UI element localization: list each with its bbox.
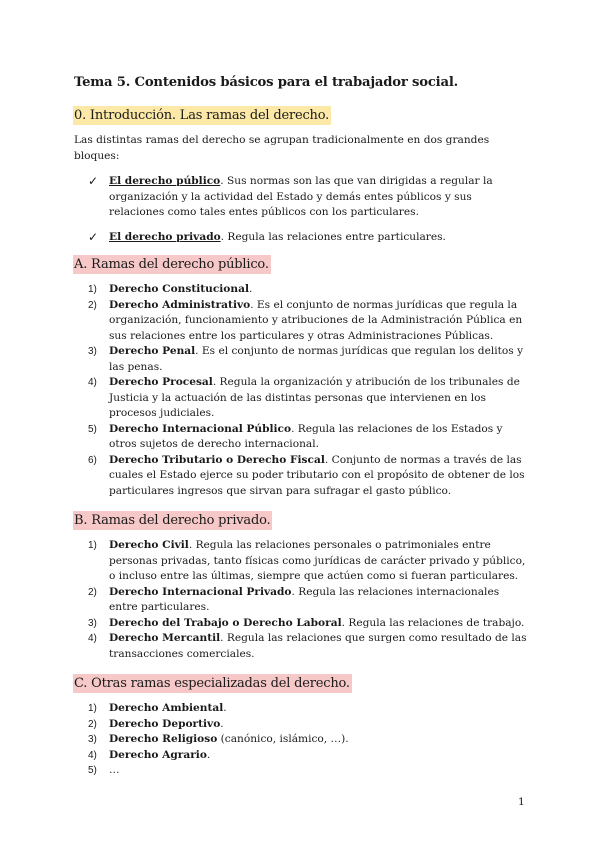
list-item-term: Derecho Deportivo bbox=[109, 717, 221, 730]
list-item bbox=[74, 375, 528, 422]
list-item-term: Derecho Internacional Público bbox=[109, 422, 292, 435]
list-item-text: . Regula las relaciones de trabajo. bbox=[341, 616, 525, 629]
list-number: 4) bbox=[88, 749, 97, 761]
page-content bbox=[74, 74, 528, 791]
checkmark-icon: ✓ bbox=[88, 229, 99, 244]
numbered-list-otras-ramas bbox=[74, 701, 528, 779]
section-heading-derecho-publico: A. Ramas del derecho público. bbox=[74, 257, 269, 272]
list-item bbox=[74, 538, 528, 585]
list-item bbox=[74, 763, 528, 779]
list-number: 5) bbox=[88, 423, 97, 435]
list-item bbox=[74, 282, 528, 298]
list-item bbox=[74, 174, 528, 221]
list-item-term: Derecho Mercantil bbox=[109, 632, 221, 644]
list-item-text: . Regula las relaciones de los Estados y otros sujetos de derecho internacional. bbox=[109, 422, 503, 450]
list-item-text: . bbox=[206, 748, 211, 761]
list-item-term: Derecho Religioso bbox=[109, 733, 218, 745]
list-number: 3) bbox=[88, 617, 97, 629]
list-number: 2) bbox=[88, 299, 97, 311]
section-heading-derecho-privado: B. Ramas del derecho privado. bbox=[74, 513, 271, 528]
list-item bbox=[74, 748, 528, 764]
list-item bbox=[74, 717, 528, 733]
document-title: Tema 5. Contenidos básicos para el trabajador social. bbox=[74, 75, 459, 90]
list-item bbox=[74, 344, 528, 375]
list-item-text: (canónico, islámico, …). bbox=[217, 733, 349, 745]
checkmark-list bbox=[74, 174, 528, 245]
list-item-text: . Sus normas son las que van dirigidas a regular la organización y la actividad del Estado y demás entes públicos y sus relaciones como tales entes públicos con los particulares. bbox=[109, 175, 493, 218]
list-item bbox=[74, 732, 528, 748]
list-item-term: Derecho Agrario bbox=[109, 748, 207, 761]
list-number: 3) bbox=[88, 346, 97, 357]
list-item-text: . bbox=[223, 702, 227, 714]
list-number: 1) bbox=[88, 703, 97, 714]
list-item bbox=[74, 631, 528, 662]
list-number: 4) bbox=[88, 633, 97, 644]
list-number: 6) bbox=[88, 454, 97, 466]
list-item-term: Derecho Penal bbox=[109, 345, 196, 357]
list-number: 2) bbox=[88, 586, 97, 598]
numbered-list-derecho-privado bbox=[74, 538, 528, 662]
section-heading-introduccion: 0. Introducción. Las ramas del derecho. bbox=[74, 108, 330, 123]
list-item-term: El derecho público bbox=[109, 175, 221, 187]
list-item-term: El derecho privado bbox=[109, 230, 221, 243]
list-item-text: . bbox=[248, 283, 253, 295]
list-item-text: . Regula las relaciones que surgen como resultado de las transacciones comerciales. bbox=[109, 632, 527, 660]
list-item-term: Derecho Tributario o Derecho Fiscal bbox=[109, 453, 325, 466]
list-item-text: . Regula las relaciones internacionales entre particulares. bbox=[109, 585, 500, 613]
list-number: 1) bbox=[88, 284, 97, 295]
list-item-term: Derecho Procesal bbox=[109, 376, 213, 388]
list-item-term: Derecho Constitucional bbox=[109, 283, 249, 295]
list-item bbox=[74, 616, 528, 632]
list-number: 5) bbox=[88, 765, 97, 776]
list-number: 1) bbox=[88, 540, 97, 551]
list-item-text: . bbox=[220, 717, 224, 730]
list-item bbox=[74, 298, 528, 345]
section-heading-otras-ramas: C. Otras ramas especializadas del derecho. bbox=[74, 676, 350, 691]
list-item-term: Derecho Civil bbox=[109, 539, 189, 551]
list-item-text: . Es el conjunto de normas jurídicas que regulan los delitos y las penas. bbox=[109, 345, 524, 373]
list-item-text: . Conjunto de normas a través de las cuales el Estado ejerce su poder tributario con el propósito de obtener de los particulares ingresos que sirvan para sufragar el gasto público. bbox=[109, 453, 525, 497]
list-item-text: . Regula la organización y atribución de los tribunales de Justicia y la actuación de las distintas personas que intervienen en los procesos judiciales. bbox=[109, 376, 520, 419]
checkmark-icon: ✓ bbox=[88, 174, 99, 188]
list-number: 4) bbox=[88, 377, 97, 388]
list-item-term: Derecho del Trabajo o Derecho Laboral bbox=[109, 616, 342, 629]
list-item-term: Derecho Ambiental bbox=[109, 702, 224, 714]
list-item-text: . Es el conjunto de normas jurídicas que regula la organización, funcionamiento y atribuciones de la Administración Pública en sus relaciones entre los particulares y otras Administraciones Públicas. bbox=[109, 298, 523, 342]
list-item-term: Derecho Administrativo bbox=[109, 298, 251, 311]
list-number: 3) bbox=[88, 734, 97, 745]
list-item bbox=[74, 453, 528, 500]
list-item-term: Derecho Internacional Privado bbox=[109, 585, 292, 598]
list-item bbox=[74, 701, 528, 717]
numbered-list-derecho-publico bbox=[74, 282, 528, 499]
list-item-text: . Regula las relaciones entre particulares. bbox=[220, 230, 446, 243]
list-number: 2) bbox=[88, 718, 97, 730]
intro-paragraph: Las distintas ramas del derecho se agrupan tradicionalmente en dos grandes bloques: bbox=[74, 134, 490, 162]
list-item-text: . Regula las relaciones personales o patrimoniales entre personas privadas, tanto físicas como jurídicas de carácter privado y público, o incluso entre las últimas, siempre que actúen como si fueran particulares. bbox=[109, 539, 526, 582]
page-number: 1 bbox=[518, 796, 525, 808]
list-item-text: … bbox=[109, 764, 120, 776]
list-item bbox=[74, 422, 528, 453]
list-item bbox=[74, 230, 528, 246]
list-item bbox=[74, 585, 528, 616]
